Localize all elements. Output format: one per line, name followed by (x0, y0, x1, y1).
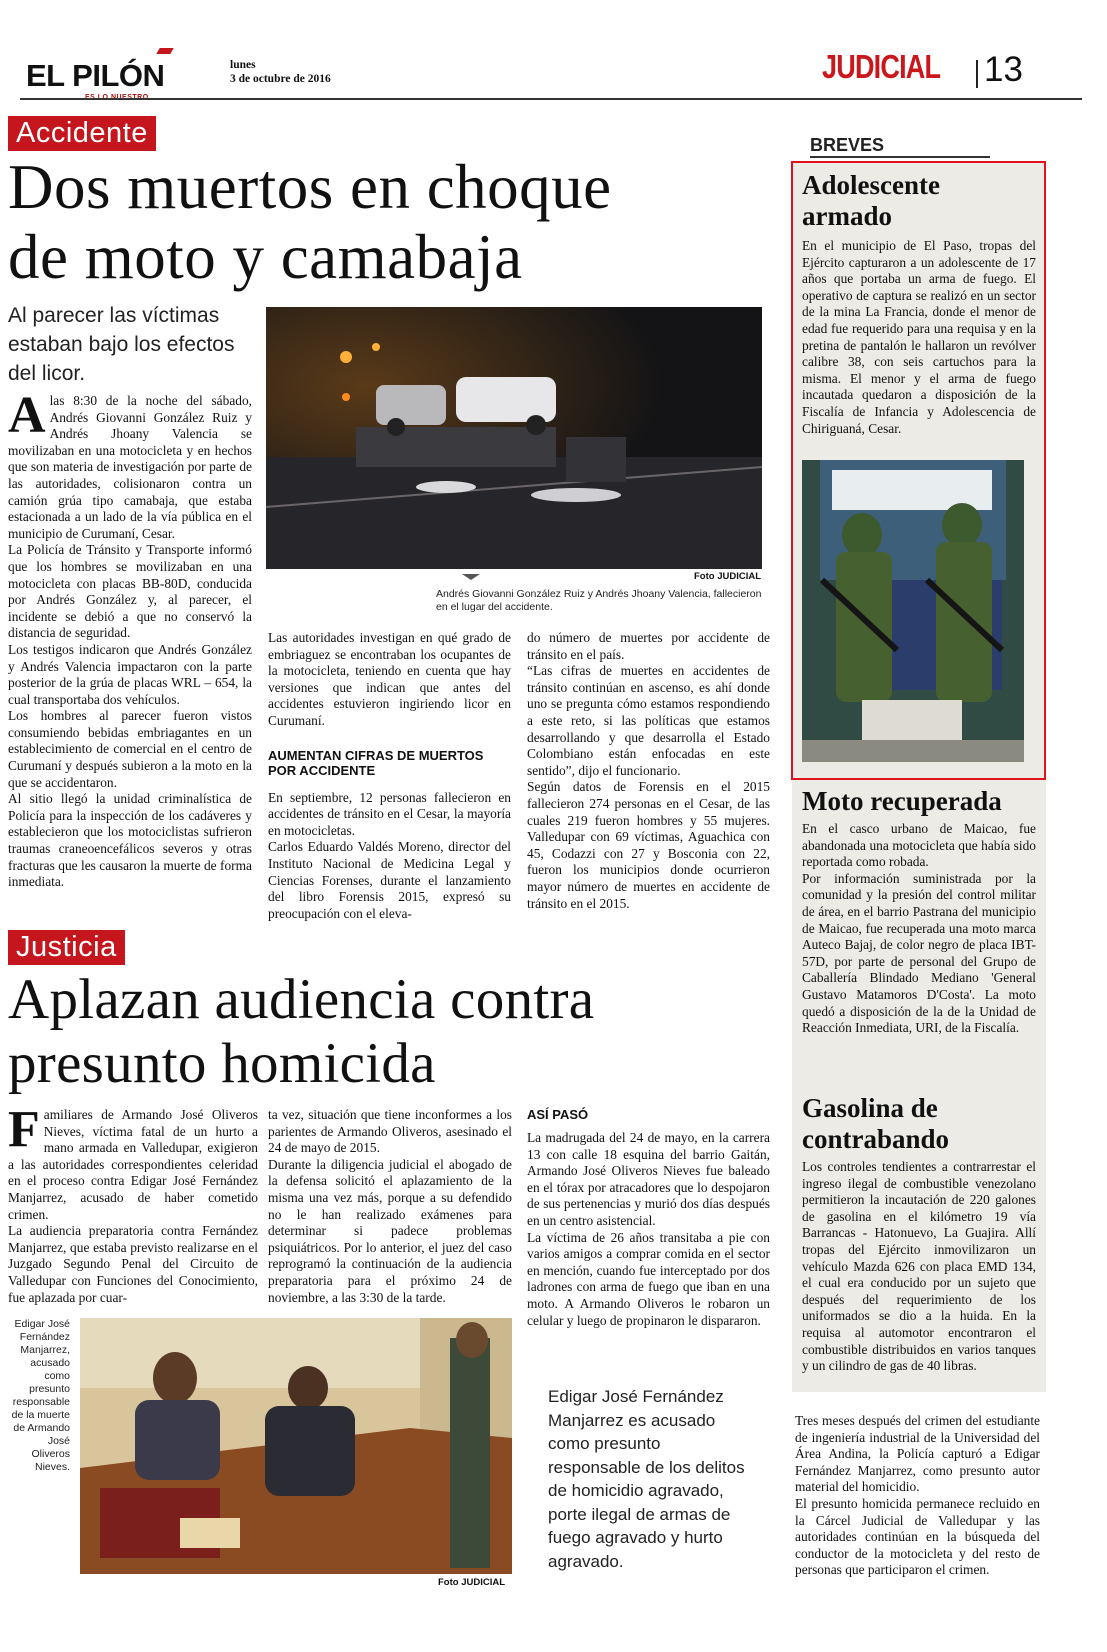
story1-col1-p4: Los hombres al parecer fueron vistos consumiendo bebidas embriagantes en un establecimiento de comercial en el centro de Curumaní y después subieron a la moto en la que se accidentaron. (8, 708, 252, 790)
story1-column-2 (268, 630, 511, 922)
story1-photo-credit: Foto JUDICIAL (694, 571, 762, 582)
story2-continuation-p1: Tres meses después del crimen del estudiante de ingeniería industrial de la Universidad del Área Andina, la Policía capturó a Edigar Fernández Manjarrez, como presunto autor material del homicidio. (795, 1413, 1040, 1495)
breve-adolescente-body: En el municipio de El Paso, tropas del Ejército capturaron a un adolescente de 17 años que portaba un arma de fuego. El operativo de captura se realizó en un sector de la mina La Francia, donde el menor de edad fue requerido para una requisa y en la pretina de pantalón le hallaron un revólver calibre 38, con seis cartuchos para la misma. El menor y el arma de fuego incautada quedaron a disposición de la Fiscalía de Infancia y Adolescencia de Chiriguaná, Cesar. (802, 238, 1036, 436)
story1-headline-line2: de moto y camabaja (8, 222, 523, 292)
story1-subhead: AUMENTAN CIFRAS DE MUERTOS POR ACCIDENTE (268, 747, 484, 778)
story2-col3-p1: La madrugada del 24 de mayo, en la carrera 13 con calle 18 esquina del barrio Gaitán, Armando José Oliveros Nieves fue baleado en el tórax por atracadores que lo despojaron de sus pertenencias y murió dos días después en un centro asistencial. (527, 1130, 770, 1228)
story1-col2-p3: Carlos Eduardo Valdés Moreno, director del Instituto Nacional de Medicina Legal y Ciencias Forenses, durante el lanzamiento del libro Forensis 2015, expresó su preocupación con el eleva- (268, 839, 511, 921)
story2-continuation-p2: El presunto homicida permanece recluido en la Cárcel Judicial de Valledupar y las autoridades continúan en la búsqueda del conductor de la motocicleta y del resto de personas que participaron el crimen. (795, 1495, 1040, 1578)
story2-column-2 (268, 1107, 512, 1306)
accident-photo-illustration (266, 307, 762, 569)
story1-col1-p2: La Policía de Tránsito y Transporte informó que los hombres se movilizaban en una motocicleta con placas BB-80D, conducida por Andrés González y, al parecer, el incidente se debió a que no conservó la distancia de seguridad. (8, 542, 252, 641)
breve-gasolina-title: Gasolina de contrabando (802, 1093, 950, 1154)
soldiers-photo-illustration (802, 460, 1024, 762)
story1-col2-p2: En septiembre, 12 personas fallecieron en accidentes de tránsito en el Cesar, la mayoría en motocicletas. (268, 789, 511, 838)
story2-col1-p2: La audiencia preparatoria contra Fernández Manjarrez, que estaba previsto realizarse en el Juzgado Segundo Penal del Circuito de Valledupar con Funciones del Conocimiento, fue aplazada por cuar- (8, 1223, 258, 1305)
breves-label: BREVES (810, 135, 885, 155)
edition-date (230, 58, 331, 86)
accident-photo (266, 307, 762, 569)
story2-dropcap: F (8, 1101, 40, 1158)
caption-pointer-icon (462, 574, 480, 580)
masthead-rule (20, 98, 1082, 100)
breves-rule (810, 156, 990, 158)
story2-photo-caption: Edigar José Fernández Manjarrez, acusado como presunto responsable de la muerte de Armando José Oliveros Nieves. (11, 1318, 70, 1473)
breve-moto-title: Moto recuperada (802, 786, 1002, 816)
story2-headline (8, 968, 594, 1096)
story2-headline-line2: presunto homicida (8, 1032, 436, 1095)
story2-column-3 (527, 1107, 770, 1329)
story1-col1-p3: Los testigos indicaron que Andrés González y Andrés Valencia impactaron con la parte posterior de la grúa de placas WRL – 654, la cual transportaba dos vehículos. (8, 641, 252, 707)
story1-headline (8, 152, 612, 292)
story2-col2-p1: ta vez, situación que tiene inconformes a los parientes de Armando Oliveros, asesinado el 24 de mayo de 2015. (268, 1107, 512, 1156)
breve-moto (802, 786, 1036, 1037)
story1-col3-p2: “Las cifras de muertes en accidentes de tránsito continúan en ascenso, es ahí donde uno se pregunta cómo estamos respondiendo a este reto, si las políticas que estamos desarrollando y que desarrolla el Estado Colombiano están enfocadas en este sentido”, dijo el funcionario. (527, 663, 770, 778)
newspaper-logo: EL PILÓN (26, 58, 165, 93)
story1-column-3 (527, 630, 770, 912)
breve-gasolina-body: Los controles tendientes a contrarrestar el ingreso ilegal de combustible venezolano permitieron la incautación de 220 galones de gasolina en el kilómetro 19 vía Barrancas - Hatonuevo, La Guajira. Allí tropas del Ejército inmovilizaron un vehículo Mazda 626 con placa EMD 134, el cual era conducido por un sujeto que después del requerimiento de los uniformados se dio a la huida. En la requisa al automotor encontraron el combustible distribuidos en varios tanques y un cilindro de gas de 40 libras. (802, 1159, 1036, 1374)
page-number: 13 (984, 50, 1023, 89)
story1-photo-caption: Andrés Giovanni González Ruiz y Andrés Jhoany Valencia, fallecieron en el lugar del accidente. (436, 588, 762, 613)
story2-subhead: ASÍ PASÓ (527, 1107, 589, 1122)
court-photo (80, 1318, 512, 1574)
page-number-divider (976, 60, 978, 88)
story1-col1-p1: las 8:30 de la noche del sábado, Andrés Giovanni González Ruiz y Andrés Jhoany Valencia se movilizaban en una motocicleta y en hechos que son materia de investigación por parte de las autoridades, colisionaron contra un camión grúa tipo camabaja, que estaba estacionada a un lado de la vía pública en el municipio de Curumaní, Cesar. (8, 393, 252, 541)
story1-deck: Al parecer las víctimas estaban bajo los efectos del licor. (8, 304, 235, 385)
story1-column-1 (8, 387, 252, 891)
story2-continuation (795, 1413, 1040, 1579)
story1-col2-p1: Las autoridades investigan en qué grado de embriaguez se encontraban los ocupantes de la motocicleta, teniendo en cuenta que hay versiones que indican que antes del accidentes estuvieron ingiriendo licor en Curumaní. (268, 630, 511, 728)
story2-headline-line1: Aplazan audiencia contra (8, 968, 595, 1031)
logo-accent-mark (156, 48, 173, 54)
breve-adolescente (802, 170, 1036, 437)
story2-kicker: Justicia (8, 930, 125, 965)
story2-col3-p2: La víctima de 26 años transitaba a pie con varios amigos a comprar comida en el sector en mención, cuando fue interceptado por dos ladrones con arma de fuego que iban en una moto. A Armando Oliveros le robaron un celular y luego de propinaron le dispararon. (527, 1229, 770, 1328)
court-photo-illustration (80, 1318, 512, 1574)
story1-col3-p3: Según datos de Forensis en el 2015 fallecieron 274 personas en el Cesar, de las cuales 219 fueron hombres y 55 mujeres. Valledupar con 69 víctimas, Aguachica con 45, Codazzi con 27 y Bosconia con 22, fueron los municipios donde ocurrieron mayor número de muertes en accidente de tránsito en el 2015. (527, 779, 770, 911)
edition-full-date: 3 de octubre de 2016 (230, 73, 331, 85)
story1-headline-line1: Dos muertos en choque (8, 152, 612, 222)
story2-col2-p2: Durante la diligencia judicial el abogado de la defensa solicitó el aplazamiento de la misma una vez más, porque a su defendido no le han realizado exámenes para determinar si padece problemas psiquiátricos. Por lo anterior, el juez del caso reprogramó la continuación de la audiencia preparatoria para el próximo 24 de noviembre, a las 3:30 de la tarde. (268, 1156, 512, 1305)
edition-day: lunes (230, 59, 256, 71)
story2-photo-credit: Foto JUDICIAL (438, 1577, 506, 1588)
story1-col1-p5: Al sitio llegó la unidad criminalística de Policía para la inspección de los cadáveres y establecieron que los motociclistas sufrieron traumas craneoencefálicos severos y otras fracturas que les causaron la muerte de forma inmediata. (8, 791, 252, 890)
story2-pullquote: Edigar José Fernández Manjarrez es acusado como presunto responsable de los delitos de homicidio agravado, porte ilegal de armas de fuego agravado y hurto agravado. (548, 1387, 745, 1571)
story1-kicker: Accidente (8, 116, 156, 151)
breve-moto-body-p1: En el casco urbano de Maicao, fue abandonada una motocicleta que había sido reportada como robada. (802, 821, 1036, 870)
soldiers-photo (802, 460, 1024, 762)
section-name: JUDICIAL (822, 48, 941, 85)
breve-adolescente-title: Adolescente armado (802, 170, 940, 231)
story1-dropcap: A (8, 387, 46, 444)
breve-moto-body-p2: Por información suministrada por la comunidad y la presión del control militar de área, en el barrio Pastrana del municipio de Maicao, fue recuperada una moto marca Auteco Bajaj, de color negro de placa IBT-57D, por parte de personal del Grupo de Caballería Blindado Mediano 'General Gustavo Matamoros D'Costa'. La moto quedó a disposición de la de la Unidad de Reacción Inmediata, URI, de la Fiscalía. (802, 870, 1036, 1036)
story2-col1-p1: amiliares de Armando José Oliveros Nieves, víctima fatal de un hurto a mano armada en Valledupar, exigieron a las autoridades correspondientes celeridad en el proceso contra Edigar José Fernández Manjarrez, acusado de haber cometido crimen. (8, 1107, 258, 1222)
story2-column-1 (8, 1101, 258, 1306)
breve-gasolina (802, 1093, 1036, 1375)
story1-col3-p1: do número de muertes por accidente de tránsito en el país. (527, 630, 770, 662)
